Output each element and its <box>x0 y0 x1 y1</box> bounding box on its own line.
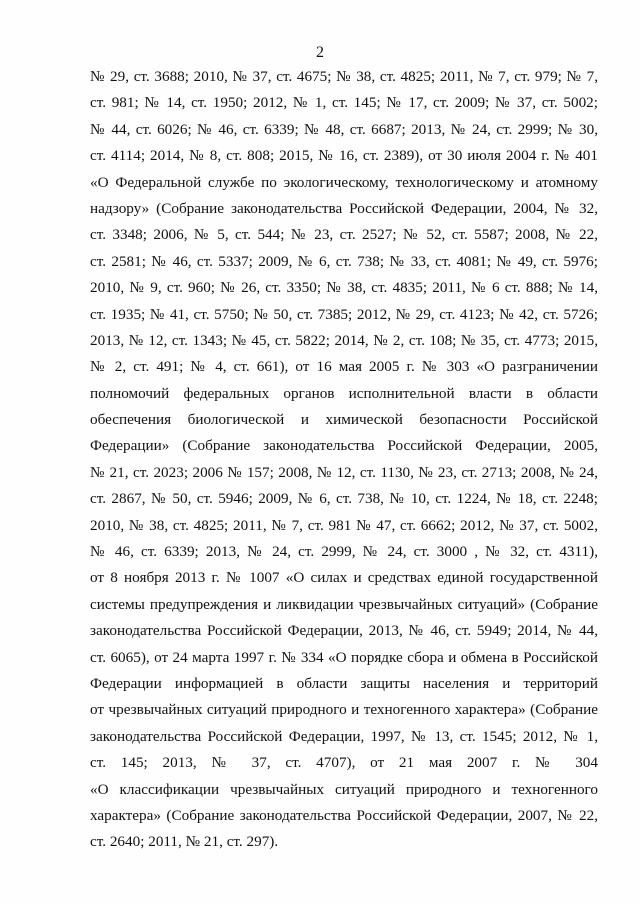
text-line: от 8 ноября 2013 г. № 1007 «О силах и средствах единой государственной <box>90 569 598 587</box>
text-line: обеспечения биологической и химической безопасности Российской <box>90 411 598 429</box>
body-text <box>90 64 598 856</box>
page-number: 2 <box>316 44 324 61</box>
text-line: 2010, № 9, ст. 960; № 26, ст. 3350; № 38, ст. 4835; 2011, № 6 ст. 888; № 14, <box>90 279 598 297</box>
text-line: 2013, № 12, ст. 1343; № 45, ст. 5822; 2014, № 2, ст. 108; № 35, ст. 4773; 2015, <box>90 331 598 349</box>
text-line: законодательства Российской Федерации, 1997, № 13, ст. 1545; 2012, № 1, <box>90 727 598 745</box>
text-line: № 44, ст. 6026; № 46, ст. 6339; № 48, ст. 6687; 2013, № 24, ст. 2999; № 30, <box>90 120 598 138</box>
text-line: 2010, № 38, ст. 4825; 2011, № 7, ст. 981 № 47, ст. 6662; 2012, № 37, ст. 5002, <box>90 516 598 534</box>
text-line: ст. 4114; 2014, № 8, ст. 808; 2015, № 16, ст. 2389), от 30 июля 2004 г. № 401 <box>90 147 598 165</box>
text-line: № 2, ст. 491; № 4, ст. 661), от 16 мая 2005 г. № 303 «О разграничении <box>90 358 598 376</box>
text-line: законодательства Российской Федерации, 2013, № 46, ст. 5949; 2014, № 44, <box>90 622 598 640</box>
text-line: надзору» (Собрание законодательства Российской Федерации, 2004, № 32, <box>90 199 598 217</box>
text-line: ст. 2581; № 46, ст. 5337; 2009, № 6, ст. 738; № 33, ст. 4081; № 49, ст. 5976; <box>90 252 598 270</box>
text-line: от чрезвычайных ситуаций природного и техногенного характера» (Собрание <box>90 701 598 719</box>
text-line: № 21, ст. 2023; 2006 № 157; 2008, № 12, ст. 1130, № 23, ст. 2713; 2008, № 24, <box>90 463 598 481</box>
text-line: № 29, ст. 3688; 2010, № 37, ст. 4675; № 38, ст. 4825; 2011, № 7, ст. 979; № 7, <box>90 68 598 85</box>
text-line: ст. 3348; 2006, № 5, ст. 544; № 23, ст. 2527; № 52, ст. 5587; 2008, № 22, <box>90 226 598 244</box>
text-line: Федерации» (Собрание законодательства Российской Федерации, 2005, <box>90 437 598 455</box>
text-line: Федерации информацией в области защиты населения и территорий <box>90 674 598 692</box>
text-line: «О классификации чрезвычайных ситуаций природного и техногенного <box>90 780 598 798</box>
text-line: ст. 981; № 14, ст. 1950; 2012, № 1, ст. 145; № 17, ст. 2009; № 37, ст. 5002; <box>90 94 598 112</box>
text-line: полномочий федеральных органов исполнительной власти в области <box>90 384 598 402</box>
text-line: ст. 2640; 2011, № 21, ст. 297). <box>90 833 279 851</box>
text-line: № 46, ст. 6339; 2013, № 24, ст. 2999, № 24, ст. 3000 , № 32, ст. 4311), <box>90 543 598 561</box>
text-line: системы предупреждения и ликвидации чрезвычайных ситуаций» (Собрание <box>90 595 598 613</box>
text-line: ст. 2867, № 50, ст. 5946; 2009, № 6, ст. 738, № 10, ст. 1224, № 18, ст. 2248; <box>90 490 598 508</box>
text-line: ст. 6065), от 24 марта 1997 г. № 334 «О порядке сбора и обмена в Российской <box>90 648 598 666</box>
text-line: характера» (Собрание законодательства Российской Федерации, 2007, № 22, <box>90 806 598 824</box>
text-line: ст. 145; 2013, № 37, ст. 4707), от 21 мая 2007 г. № 304 <box>90 754 598 772</box>
text-line: «О Федеральной службе по экологическому, технологическому и атомному <box>90 173 598 191</box>
text-line: ст. 1935; № 41, ст. 5750; № 50, ст. 7385; 2012, № 29, ст. 4123; № 42, ст. 5726; <box>90 305 598 323</box>
